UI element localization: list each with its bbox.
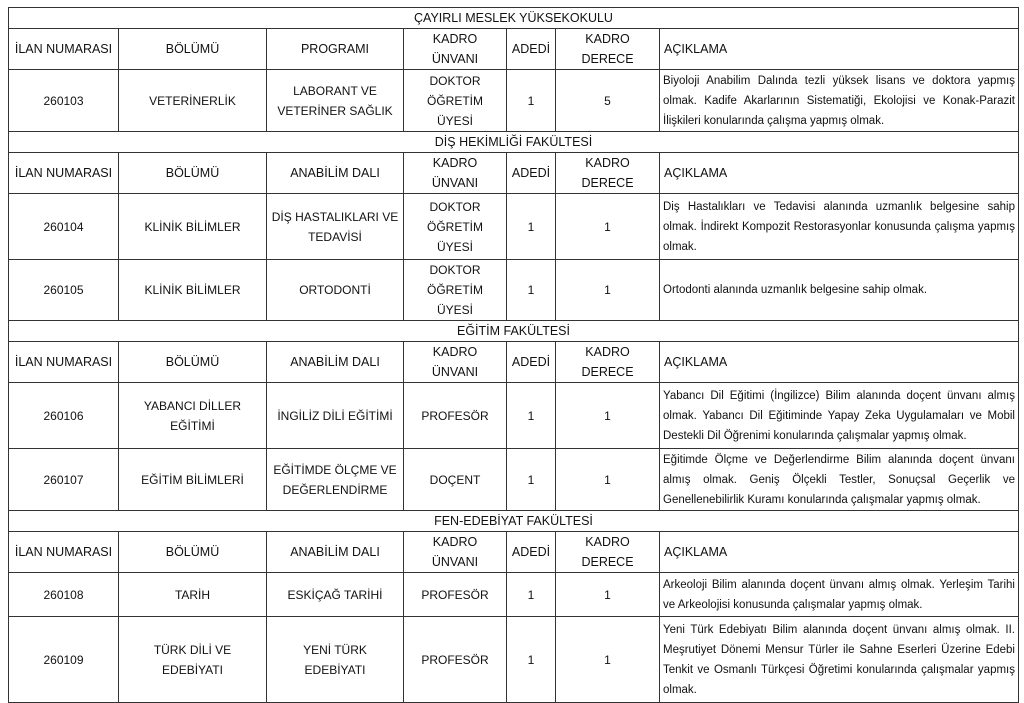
quantity: 1 [507,70,556,132]
table-row [9,260,1019,321]
header-ilan-numarasi: İLAN NUMARASI [9,153,119,194]
header-programi: ANABİLİM DALI [267,153,404,194]
department: YABANCI DİLLER EĞİTİMİ [119,383,267,449]
section-title: FEN-EDEBİYAT FAKÜLTESİ [9,511,1019,532]
section-title-row [9,511,1019,532]
ilan-number: 260108 [9,573,119,617]
degree: 1 [556,194,660,260]
position-title: DOKTOR ÖĞRETİM ÜYESİ [404,260,507,321]
header-aciklama: AÇIKLAMA [660,153,1019,194]
header-bolumu: BÖLÜMÜ [119,342,267,383]
position-title: PROFESÖR [404,383,507,449]
header-ilan-numarasi: İLAN NUMARASI [9,342,119,383]
department: VETERİNERLİK [119,70,267,132]
header-kadro-derece: KADRO DERECE [556,532,660,573]
header-kadro-unvani: KADRO ÜNVANI [404,29,507,70]
section-title: DİŞ HEKİMLİĞİ FAKÜLTESİ [9,132,1019,153]
table-row [9,449,1019,511]
table-row [9,617,1019,703]
header-bolumu: BÖLÜMÜ [119,29,267,70]
program: DİŞ HASTALIKLARI VE TEDAVİSİ [267,194,404,260]
degree: 1 [556,260,660,321]
description: Yeni Türk Edebiyatı Bilim alanında doçent ünvanı almış olmak. II. Meşrutiyet Dönemi Mensur Türler ile Sahne Eserleri Üzerine Edebi Tenkit ve Osmanlı Türkçesi Öğretimi konularında çalışmalar yapmış olmak. [660,617,1019,703]
position-title: DOKTOR ÖĞRETİM ÜYESİ [404,70,507,132]
description: Diş Hastalıkları ve Tedavisi alanında uzmanlık belgesine sahip olmak. İndirekt Kompozit Restorasyonlar konusunda çalışma yapmış olmak. [660,194,1019,260]
department: TÜRK DİLİ VE EDEBİYATI [119,617,267,703]
description: Arkeoloji Bilim alanında doçent ünvanı almış olmak. Yerleşim Tarihi ve Arkeolojisi konusunda çalışmalar yapmış olmak. [660,573,1019,617]
header-adedi: ADEDİ [507,29,556,70]
department: TARİH [119,573,267,617]
program: ORTODONTİ [267,260,404,321]
department: EĞİTİM BİLİMLERİ [119,449,267,511]
column-header-row [9,153,1019,194]
header-adedi: ADEDİ [507,153,556,194]
header-aciklama: AÇIKLAMA [660,342,1019,383]
degree: 5 [556,70,660,132]
ilan-number: 260109 [9,617,119,703]
header-kadro-derece: KADRO DERECE [556,29,660,70]
department: KLİNİK BİLİMLER [119,260,267,321]
position-title: DOÇENT [404,449,507,511]
description: Eğitimde Ölçme ve Değerlendirme Bilim alanında doçent ünvanı almış olmak. Geniş Ölçekli Testler, Sonuçsal Geçerlik ve Genellenebilirlik Kuramı konularında çalışmalar yapmış olmak. [660,449,1019,511]
header-programi: ANABİLİM DALI [267,532,404,573]
quantity: 1 [507,617,556,703]
job-posting-document [8,7,1018,703]
header-ilan-numarasi: İLAN NUMARASI [9,29,119,70]
department: KLİNİK BİLİMLER [119,194,267,260]
header-kadro-unvani: KADRO ÜNVANI [404,342,507,383]
header-kadro-unvani: KADRO ÜNVANI [404,532,507,573]
header-adedi: ADEDİ [507,532,556,573]
section-title-row [9,132,1019,153]
table-row [9,573,1019,617]
table-row [9,70,1019,132]
description: Ortodonti alanında uzmanlık belgesine sahip olmak. [660,260,1019,321]
quantity: 1 [507,573,556,617]
quantity: 1 [507,383,556,449]
section-title: ÇAYIRLI MESLEK YÜKSEKOKULU [9,8,1019,29]
description: Yabancı Dil Eğitimi (İngilizce) Bilim alanında doçent ünvanı almış olmak. Yabancı Dil Eğitiminde Yapay Zeka Uygulamaları ve Mobil Destekli Dil Öğrenimi konularında çalışmalar yapmış olmak. [660,383,1019,449]
header-programi: ANABİLİM DALI [267,342,404,383]
program: EĞİTİMDE ÖLÇME VE DEĞERLENDİRME [267,449,404,511]
header-bolumu: BÖLÜMÜ [119,153,267,194]
degree: 1 [556,573,660,617]
section-title-row [9,8,1019,29]
degree: 1 [556,617,660,703]
header-aciklama: AÇIKLAMA [660,532,1019,573]
section-title-row [9,321,1019,342]
description: Biyoloji Anabilim Dalında tezli yüksek lisans ve doktora yapmış olmak. Kadife Akarlarının Sistematiği, Ekolojisi ve Konak-Parazit İlişkileri konularında çalışma yapmış olmak. [660,70,1019,132]
header-kadro-derece: KADRO DERECE [556,153,660,194]
degree: 1 [556,449,660,511]
column-header-row [9,342,1019,383]
ilan-number: 260105 [9,260,119,321]
header-kadro-unvani: KADRO ÜNVANI [404,153,507,194]
position-title: PROFESÖR [404,617,507,703]
quantity: 1 [507,194,556,260]
quantity: 1 [507,449,556,511]
ilan-number: 260106 [9,383,119,449]
column-header-row [9,532,1019,573]
header-bolumu: BÖLÜMÜ [119,532,267,573]
ilan-number: 260104 [9,194,119,260]
program: LABORANT VE VETERİNER SAĞLIK [267,70,404,132]
header-aciklama: AÇIKLAMA [660,29,1019,70]
header-adedi: ADEDİ [507,342,556,383]
program: ESKİÇAĞ TARİHİ [267,573,404,617]
position-title: PROFESÖR [404,573,507,617]
table-row [9,383,1019,449]
header-kadro-derece: KADRO DERECE [556,342,660,383]
degree: 1 [556,383,660,449]
table-row [9,194,1019,260]
position-title: DOKTOR ÖĞRETİM ÜYESİ [404,194,507,260]
quantity: 1 [507,260,556,321]
ilan-number: 260103 [9,70,119,132]
header-ilan-numarasi: İLAN NUMARASI [9,532,119,573]
section-title: EĞİTİM FAKÜLTESİ [9,321,1019,342]
header-programi: PROGRAMI [267,29,404,70]
column-header-row [9,29,1019,70]
job-posting-table [8,7,1019,703]
program: İNGİLİZ DİLİ EĞİTİMİ [267,383,404,449]
ilan-number: 260107 [9,449,119,511]
program: YENİ TÜRK EDEBİYATI [267,617,404,703]
